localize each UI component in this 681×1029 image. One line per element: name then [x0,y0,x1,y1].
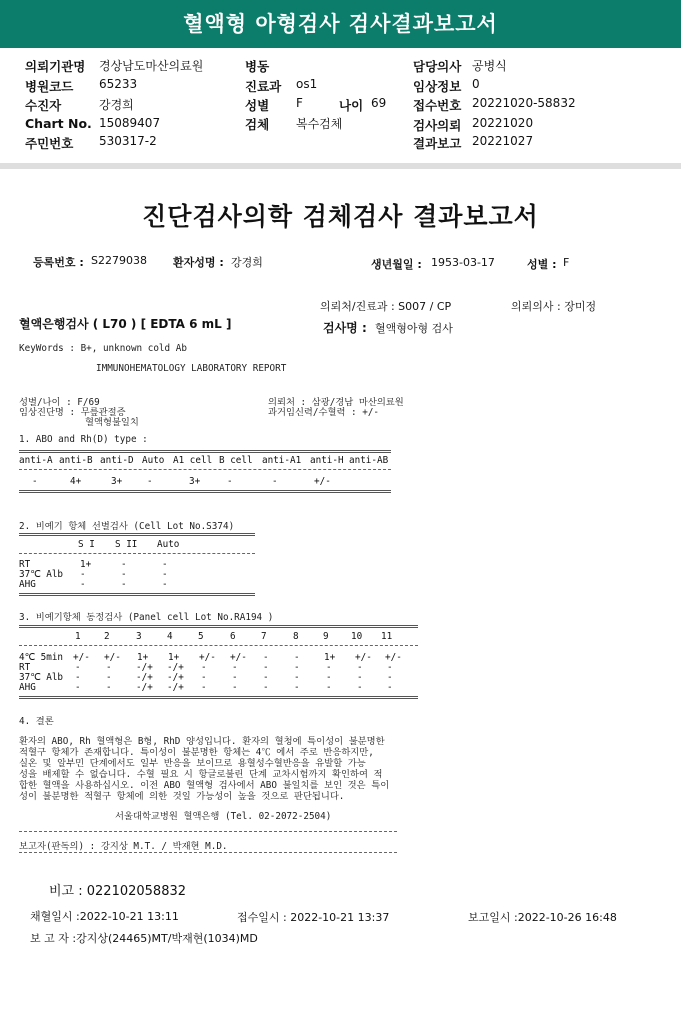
panel-header: 6 [230,631,236,642]
rule [19,490,391,493]
clinical-dx-2: 혈액형불일치 [85,417,139,428]
abo-value: - [32,476,38,487]
sex-label: 성별 : [527,258,557,271]
conclusion-line: 적혈구 항체가 존재합니다. 특이성이 불분명한 항체는 4℃ 에서 주로 반응하지만, [19,747,374,758]
info-label: 주민번호 [25,136,74,151]
abo-header: anti-A [19,455,53,466]
age-label: 나이 [339,98,364,113]
cell: - [121,579,127,590]
ward-label: 병동 [245,59,270,74]
cell: - [232,672,238,683]
cell: -/+ [136,682,153,693]
page-header: 혈액형 아형검사 검사결과보고서 [0,0,681,48]
dob-label: 생년월일 : [371,258,422,271]
cell: - [201,662,207,673]
cell: - [326,662,332,673]
cell: - [263,662,269,673]
info-label: Chart No. [25,116,92,131]
info-value: 0 [472,77,480,91]
receive-time: 접수일시 : 2022-10-21 13:37 [237,911,390,924]
requester: 의뢰처 : 삼광/경남 마산의료원 [268,397,404,408]
cell: - [357,672,363,683]
panel-header: 10 [351,631,363,642]
cell: +/- [104,652,121,663]
dob-value: 1953-03-17 [431,256,495,269]
info-value: 20221020-58832 [472,96,576,110]
collect-time: 채혈일시 :2022-10-21 13:11 [30,910,179,923]
cell: - [263,652,269,663]
conclusion-line: 성을 배제할 수 없습니다. 수혈 필요 시 항글로불린 단계 교차시험까지 확인하여 적 [19,769,383,780]
cell: - [75,682,81,693]
abo-header: anti-A1 [262,455,302,466]
cell: - [121,569,127,580]
panel-header: 9 [323,631,329,642]
cell: - [294,662,300,673]
reg-label: 등록번호 : [33,256,84,269]
cell: - [387,682,393,693]
cell: - [294,652,300,663]
abo-value: - [147,476,153,487]
rule [19,645,418,646]
cell: - [294,682,300,693]
screen-header: S I [78,539,95,550]
panel-header: 4 [167,631,173,642]
rule [19,469,391,470]
cell: -/+ [136,662,153,673]
info-value: 경상남도마산의료원 [99,59,204,73]
cell: - [162,559,168,570]
cell: - [232,662,238,673]
specimen-label: 검체 [245,117,270,132]
test-group: 혈액은행검사 ( L70 ) [ EDTA 6 mL ] [19,317,232,331]
section-divider [0,163,681,169]
reg-value: S2279038 [91,254,147,267]
cell: - [263,682,269,693]
rule [19,831,397,832]
cell: - [326,682,332,693]
panel-header: 2 [104,631,110,642]
row-label: AHG [19,579,36,590]
abo-header: anti-H [310,455,344,466]
section-2-title: 2. 비예기 항체 선별검사 (Cell Lot No.S374) [19,521,235,532]
info-label: 담당의사 [413,59,462,74]
hospital-contact: 서울대학교병원 혈액은행 (Tel. 02-2072-2504) [115,811,332,822]
cell: - [75,672,81,683]
section-4-title: 4. 결론 [19,716,54,727]
rule [19,593,255,596]
dept-value: os1 [296,77,318,91]
cell: +/- [230,652,247,663]
info-value: 530317-2 [99,134,157,148]
abo-header: A1 cell [173,455,213,466]
cell: - [201,682,207,693]
info-value: 공병식 [472,59,507,73]
row-label: RT [19,662,31,673]
info-label: 결과보고 [413,136,462,151]
panel-header: 1 [75,631,81,642]
report-title: 진단검사의학 검체검사 결과보고서 [142,202,539,231]
dept-label: 진료과 [245,79,282,94]
name-label: 환자성명 : [173,256,224,269]
rule [19,450,391,453]
cell: - [106,662,112,673]
screen-header: Auto [157,539,180,550]
history: 과거임신력/수혈력 : +/- [268,407,380,418]
rule [19,696,418,699]
cell: - [387,662,393,673]
cell: - [201,672,207,683]
report-time: 보고일시 :2022-10-26 16:48 [468,911,617,924]
abo-value: - [272,476,278,487]
cell: 1+ [324,652,336,663]
abo-header: anti-AB [349,455,389,466]
row-label: 37℃ Alb [19,672,64,683]
section-1-title: 1. ABO and Rh(D) type : [19,434,148,445]
cell: - [294,672,300,683]
cell: - [357,682,363,693]
cell: -/+ [167,682,184,693]
abo-header: Auto [142,455,165,466]
cell: - [326,672,332,683]
row-label: 37℃ Alb [19,569,64,580]
reporter: 보고자(판독의) : 강지상 M.T. / 박재현 M.D. [19,841,228,852]
cell: - [80,569,86,580]
cell: 1+ [137,652,149,663]
specimen-value: 복수검체 [296,117,343,131]
sex-age: 성별/나이 : F/69 [19,397,100,408]
row-label: AHG [19,682,36,693]
cell: - [106,672,112,683]
rule [19,852,397,853]
cell: 1+ [80,559,92,570]
test-name-value: 혈액형아형 검사 [375,322,453,335]
cell: - [263,672,269,683]
conclusion-line: 합한 혈액을 사용하십시오. 이전 ABO 혈액형 검사에서 ABO 불일치를 보인 것은 특이 [19,780,390,791]
cell: 1+ [168,652,180,663]
name-value: 강경희 [231,256,263,269]
abo-value: 3+ [111,476,123,487]
panel-header: 7 [261,631,267,642]
ref-doctor: 의뢰의사 : 장미정 [511,300,597,313]
cell: - [162,579,168,590]
abo-value: 3+ [189,476,201,487]
conclusion-line: 성이 불분명한 적혈구 항체에 의한 것일 가능성이 높을 것으로 판단됩니다. [19,791,345,802]
cell: - [162,569,168,580]
keywords: KeyWords : B+, unknown cold Ab [19,343,187,354]
cell: - [121,559,127,570]
cell: +/- [355,652,372,663]
info-value: 15089407 [99,116,161,130]
conclusion-line: 환자의 ABO, Rh 혈액형은 B형, RhD 양성입니다. 환자의 혈청에 특이성이 불분명한 [19,736,385,747]
info-value: 20221027 [472,134,534,148]
rule [19,625,418,628]
info-label: 의뢰기관명 [25,59,86,74]
remark: 비고 : 022102058832 [49,884,187,899]
abo-header: anti-B [59,455,93,466]
rule [19,553,255,554]
abo-header: B cell [219,455,253,466]
cell: - [75,662,81,673]
abo-header: anti-D [100,455,134,466]
panel-header: 3 [136,631,142,642]
cell: +/- [385,652,402,663]
cell: -/+ [167,662,184,673]
cell: +/- [199,652,216,663]
abo-value: +/- [314,476,331,487]
info-label: 검사의뢰 [413,118,462,133]
lab-report-title: IMMUNOHEMATOLOGY LABORATORY REPORT [96,363,287,374]
clinical-dx: 임상진단명 : 무릎관절증 [19,407,126,418]
sex-value: F [563,256,570,269]
screen-header: S II [115,539,138,550]
info-value: 20221020 [472,116,534,130]
info-label: 접수번호 [413,98,462,113]
panel-header: 5 [198,631,204,642]
test-name-label: 검사명 : [323,321,367,335]
info-value: 65233 [99,77,138,91]
info-label: 임상정보 [413,79,462,94]
section-3-title: 3. 비예기항체 동정검사 (Panel cell Lot No.RA194 ) [19,612,274,623]
cell: +/- [73,652,90,663]
panel-header: 11 [381,631,393,642]
abo-value: - [227,476,233,487]
rule [19,533,255,536]
abo-value: 4+ [70,476,82,487]
panel-header: 8 [293,631,299,642]
cell: - [387,672,393,683]
sex-label: 성별 [245,98,270,113]
cell: - [80,579,86,590]
cell: - [106,682,112,693]
info-value: 강경희 [99,98,134,112]
row-label: RT [19,559,31,570]
conclusion-line: 실온 및 알부민 단계에서도 일부 반응을 보이므로 용혈성수혈반응을 유발할 가능 [19,758,366,769]
info-label: 수진자 [25,98,62,113]
cell: -/+ [167,672,184,683]
ref-dept: 의뢰처/진료과 : S007 / CP [320,300,452,313]
age-value: 69 [371,96,387,110]
cell: - [357,662,363,673]
sex-value: F [296,96,303,110]
info-label: 병원코드 [25,79,74,94]
cell: -/+ [136,672,153,683]
reporter-2: 보 고 자 :강지상(24465)MT/박재현(1034)MD [30,932,258,945]
row-label: 4℃ 5min [19,652,64,663]
cell: - [232,682,238,693]
